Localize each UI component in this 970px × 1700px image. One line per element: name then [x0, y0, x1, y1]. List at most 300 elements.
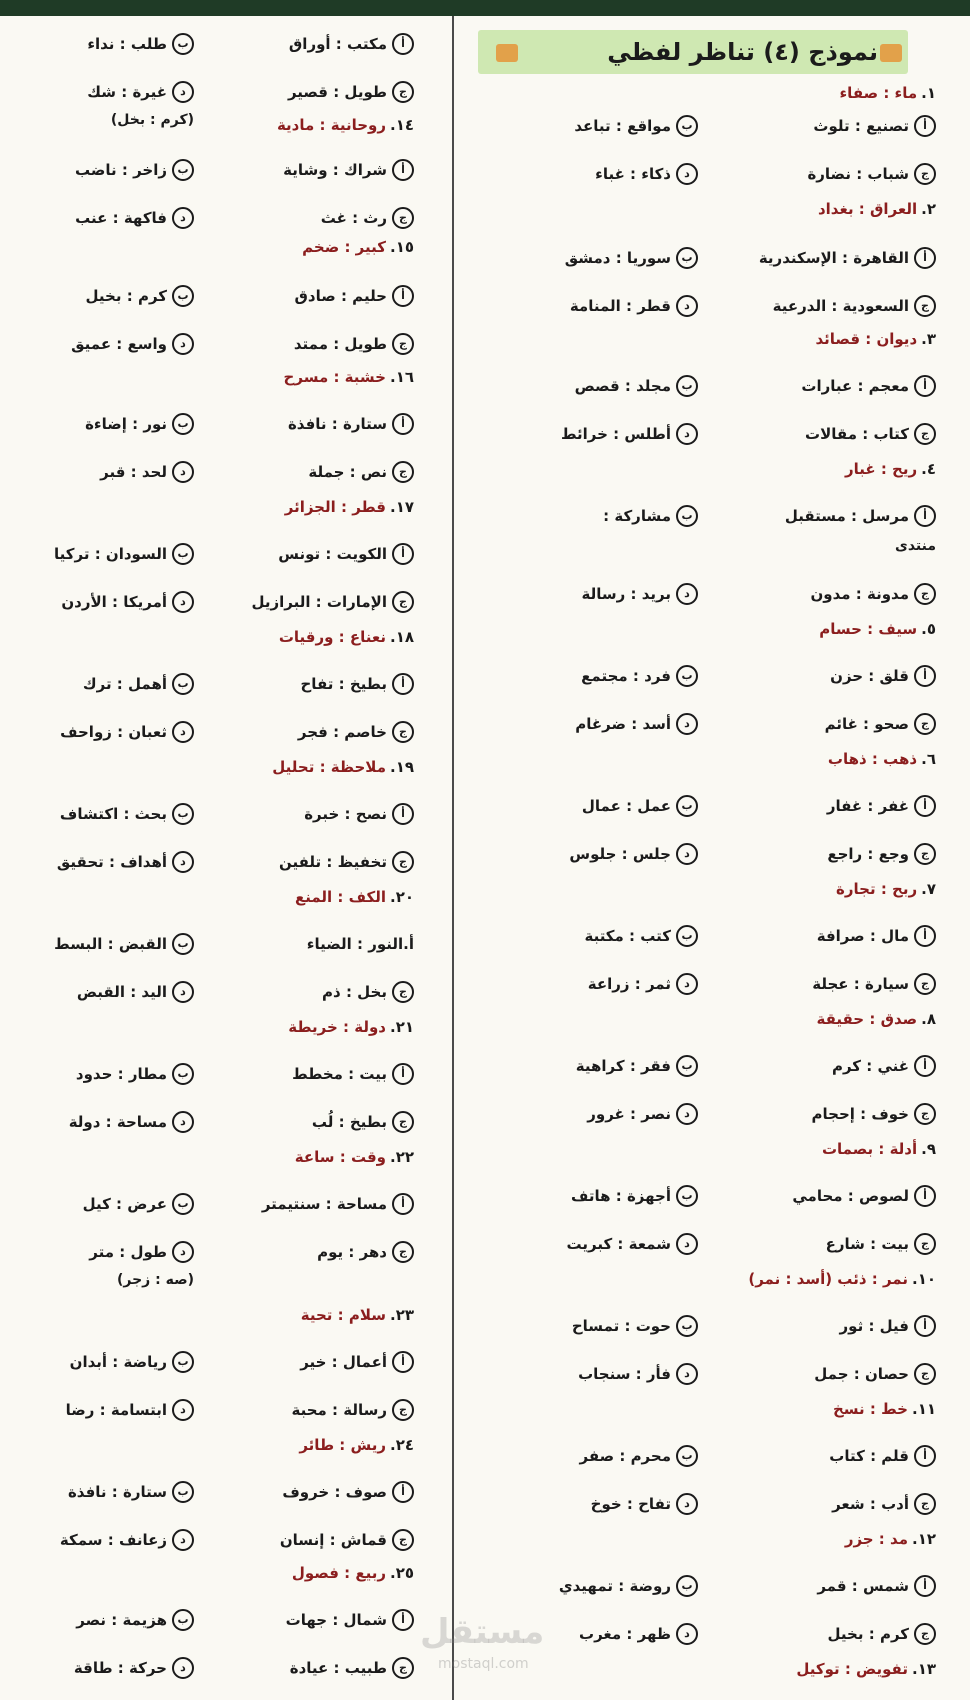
- question-prompt: [277, 112, 414, 138]
- option-marker-icon: ب: [676, 375, 698, 397]
- answer-option[interactable]: [810, 578, 936, 610]
- option-text: نصح : خبرة: [304, 805, 387, 823]
- option-text: رياضة : أبدان: [69, 1353, 167, 1371]
- question-prompt: [796, 1656, 936, 1682]
- answer-option[interactable]: [85, 408, 194, 440]
- question-number: ٢٤.: [389, 1436, 414, 1454]
- question-number: ٢٥.: [389, 1564, 414, 1582]
- answer-option[interactable]: [278, 538, 414, 570]
- answer-option[interactable]: [561, 418, 698, 450]
- option-marker-icon: ب: [676, 1575, 698, 1597]
- answer-option[interactable]: [805, 418, 936, 450]
- question-prompt: [845, 1526, 936, 1552]
- option-text: محرم : صفر: [579, 1447, 671, 1465]
- option-marker-icon: د: [172, 333, 194, 355]
- option-text: بريد : رسالة: [581, 585, 671, 603]
- option-marker-icon: ب: [172, 933, 194, 955]
- answer-option[interactable]: [286, 1604, 414, 1636]
- option-text: واسع : عميق: [71, 335, 167, 353]
- answer-option[interactable]: [54, 928, 194, 960]
- option-text: عمل : عمال: [581, 797, 671, 815]
- option-text: ظهر : مغرب: [579, 1625, 671, 1643]
- option-text: مال : صرافة: [816, 927, 909, 945]
- option-marker-icon: د: [172, 1241, 194, 1263]
- answer-option[interactable]: [61, 586, 194, 618]
- answer-option[interactable]: [575, 708, 698, 740]
- answer-option[interactable]: [812, 1098, 936, 1130]
- option-text: القاهرة : الإسكندرية: [758, 249, 909, 267]
- option-marker-icon: ج: [392, 851, 414, 873]
- answer-option[interactable]: [582, 578, 698, 610]
- option-marker-icon: ب: [172, 413, 194, 435]
- answer-option[interactable]: [559, 1570, 698, 1602]
- option-marker-icon: ج: [392, 1399, 414, 1421]
- answer-option[interactable]: [830, 660, 936, 692]
- option-marker-icon: أ: [914, 1055, 936, 1077]
- answer-option[interactable]: [60, 716, 194, 748]
- question-pair: خط : نسخ: [832, 1400, 908, 1418]
- answer-option[interactable]: [317, 1236, 414, 1268]
- answer-option[interactable]: [69, 1106, 194, 1138]
- answer-option[interactable]: [565, 242, 698, 274]
- answer-option[interactable]: [301, 668, 415, 700]
- option-marker-icon: ب: [676, 1445, 698, 1467]
- option-text: ذكاء : غباء: [595, 165, 671, 183]
- question-prompt: [285, 494, 414, 520]
- answer-option[interactable]: [801, 370, 936, 402]
- answer-option[interactable]: [298, 716, 414, 748]
- option-marker-icon: د: [172, 207, 194, 229]
- option-text: زاخر : ناضب: [75, 161, 167, 179]
- option-text: أسد : ضرغام: [575, 715, 671, 733]
- question-prompt: [279, 624, 414, 650]
- option-marker-icon: أ: [914, 1185, 936, 1207]
- question-pair: خشبة : مسرح: [283, 368, 386, 386]
- option-marker-icon: ب: [172, 1063, 194, 1085]
- question-pair: تفويض : توكيل: [796, 1660, 908, 1678]
- option-text: ابتسامة : رضا: [65, 1401, 167, 1419]
- option-text: خوف : إحجام: [811, 1105, 909, 1123]
- question-prompt: [295, 1144, 414, 1170]
- option-text: نص : جملة: [308, 463, 387, 481]
- answer-option[interactable]: [581, 660, 698, 692]
- question-pair: ديوان : قصائد: [815, 330, 918, 348]
- question-number: ٤.: [921, 460, 936, 478]
- option-text: السودان : تركيا: [54, 545, 167, 563]
- answer-option[interactable]: [312, 1106, 414, 1138]
- option-marker-icon: ج: [914, 1493, 936, 1515]
- answer-option[interactable]: [571, 1180, 698, 1212]
- option-marker-icon: أ: [392, 1193, 414, 1215]
- answer-option[interactable]: [578, 1358, 698, 1390]
- option-marker-icon: د: [172, 461, 194, 483]
- answer-option[interactable]: [70, 1346, 194, 1378]
- answer-option[interactable]: [828, 1618, 936, 1650]
- option-text: روضة : تمهيدي: [558, 1577, 671, 1595]
- option-text: فأر : سنجاب: [578, 1365, 671, 1383]
- option-marker-icon: د: [172, 81, 194, 103]
- option-text: قلم : كتاب: [829, 1447, 909, 1465]
- option-marker-icon: أ: [392, 159, 414, 181]
- option-marker-icon: د: [172, 1657, 194, 1679]
- answer-option[interactable]: [86, 280, 194, 312]
- answer-option[interactable]: [759, 242, 936, 274]
- answer-option[interactable]: [87, 28, 194, 60]
- option-text: بخل : ذم: [322, 983, 387, 1001]
- option-text: أجهزة : هاتف: [570, 1187, 671, 1205]
- answer-option[interactable]: [57, 846, 194, 878]
- answer-option[interactable]: [832, 1050, 936, 1082]
- option-marker-icon: أ: [914, 247, 936, 269]
- answer-option[interactable]: [825, 708, 936, 740]
- answer-option[interactable]: [288, 408, 414, 440]
- option-marker-icon: أ: [392, 1351, 414, 1373]
- question-prompt: [819, 616, 936, 642]
- option-text: مواقع : تباعد: [574, 117, 671, 135]
- option-text: كرم : بخيل: [85, 287, 167, 305]
- option-marker-icon: د: [676, 1623, 698, 1645]
- option-text: بطيخ : تفاح: [300, 675, 387, 693]
- answer-option[interactable]: [54, 538, 194, 570]
- answer-option[interactable]: [288, 76, 414, 108]
- option-text: ستارة : نافذة: [67, 1483, 167, 1501]
- question-pair: دولة : خريطة: [288, 1018, 386, 1036]
- answer-option[interactable]: [566, 1228, 698, 1260]
- question-pair: قطر : الجزائر: [284, 498, 386, 516]
- option-marker-icon: د: [676, 583, 698, 605]
- option-marker-icon: ب: [676, 247, 698, 269]
- question-prompt: [272, 754, 414, 780]
- answer-option[interactable]: [77, 976, 194, 1008]
- question-number: ١٢.: [911, 1530, 936, 1548]
- option-marker-icon: د: [676, 1363, 698, 1385]
- question-pair: مد : جزر: [844, 1530, 908, 1548]
- question-number: ٧.: [921, 880, 936, 898]
- option-marker-icon: ج: [914, 1623, 936, 1645]
- option-marker-icon: ج: [914, 1233, 936, 1255]
- answer-option[interactable]: [76, 1058, 194, 1090]
- option-text: أدب : شعر: [832, 1495, 909, 1513]
- answer-option[interactable]: [574, 110, 698, 142]
- option-text: قماش : إنسان: [279, 1531, 387, 1549]
- option-marker-icon: ب: [172, 543, 194, 565]
- option-marker-icon: ب: [172, 803, 194, 825]
- option-marker-icon: ب: [172, 33, 194, 55]
- option-marker-icon: أ: [914, 665, 936, 687]
- answer-option[interactable]: [785, 500, 936, 532]
- option-text: ثمر : زراعة: [587, 975, 671, 993]
- option-text: مجلد : قصص: [574, 377, 671, 395]
- option-marker-icon: أ: [914, 795, 936, 817]
- answer-option[interactable]: [280, 1524, 414, 1556]
- option-marker-icon: ب: [676, 115, 698, 137]
- option-marker-icon: د: [172, 851, 194, 873]
- option-text: عرض : كيل: [82, 1195, 167, 1213]
- answer-option[interactable]: [569, 838, 698, 870]
- answer-option[interactable]: [582, 790, 698, 822]
- option-text: تصنيع : تلوث: [813, 117, 909, 135]
- answer-option[interactable]: [584, 920, 698, 952]
- option-marker-icon: أ: [392, 803, 414, 825]
- answer-option[interactable]: [74, 1652, 194, 1684]
- answer-option[interactable]: [773, 290, 936, 322]
- answer-option[interactable]: [83, 1188, 194, 1220]
- question-pair: أدلة : بصمات: [821, 1140, 918, 1158]
- column-divider: [452, 16, 454, 1700]
- option-text: مساحة : سنتيمتر: [261, 1195, 387, 1213]
- answer-option[interactable]: [827, 790, 936, 822]
- option-marker-icon: ب: [676, 1185, 698, 1207]
- option-marker-icon: أ: [392, 413, 414, 435]
- option-text: خاصم : فجر: [297, 723, 387, 741]
- option-marker-icon: د: [676, 713, 698, 735]
- option-text: بطيخ : لُب: [311, 1113, 387, 1131]
- option-marker-icon: د: [172, 981, 194, 1003]
- option-text: سوريا : دمشق: [564, 249, 671, 267]
- answer-option[interactable]: [321, 202, 414, 234]
- option-marker-icon: أ: [392, 543, 414, 565]
- option-text: فاكهة : عنب: [75, 209, 167, 227]
- answer-option[interactable]: [294, 328, 414, 360]
- answer-option[interactable]: [814, 1358, 936, 1390]
- answer-option[interactable]: [283, 154, 414, 186]
- answer-option[interactable]: [304, 798, 414, 830]
- option-marker-icon: د: [172, 591, 194, 613]
- answer-option[interactable]: [832, 1488, 936, 1520]
- question-pair: ريش : طائر: [299, 1436, 386, 1454]
- question-pair: روحانية : مادية: [276, 116, 386, 134]
- answer-option[interactable]: [807, 158, 936, 190]
- answer-option[interactable]: [89, 1236, 194, 1268]
- answer-option[interactable]: [792, 1180, 936, 1212]
- question-number: ٢١.: [389, 1018, 414, 1036]
- option-marker-icon: ب: [172, 1351, 194, 1373]
- option-marker-icon: ج: [914, 163, 936, 185]
- option-text: شراك : وشاية: [283, 161, 387, 179]
- option-marker-icon: ج: [392, 207, 414, 229]
- option-text: فقر : كراهية: [575, 1057, 671, 1075]
- option-text: صوف : خروف: [282, 1483, 387, 1501]
- question-number: ١.: [921, 84, 936, 102]
- option-text: طبيب : عيادة: [289, 1659, 387, 1677]
- question-pair: كبير : ضخم: [302, 238, 386, 256]
- option-marker-icon: ب: [676, 795, 698, 817]
- question-number: ١٣.: [911, 1660, 936, 1678]
- option-text: مطار : حدود: [75, 1065, 167, 1083]
- option-text: رسالة : محبة: [291, 1401, 387, 1419]
- option-text: حليم : صادق: [294, 287, 387, 305]
- option-marker-icon: ج: [392, 981, 414, 1003]
- option-marker-icon: ب: [676, 665, 698, 687]
- option-text: قطر : المنامة: [569, 297, 671, 315]
- option-marker-icon: ب: [676, 925, 698, 947]
- option-text: أهمل : ترك: [82, 675, 167, 693]
- option-text: مساحة : دولة: [68, 1113, 167, 1131]
- question-pair: نمر : ذئب (أسد : نمر): [748, 1270, 908, 1288]
- option-marker-icon: ج: [392, 1529, 414, 1551]
- question-number: ٥.: [921, 620, 936, 638]
- option-text: أمريكا : الأردن: [61, 593, 167, 611]
- option-text: شباب : نضارة: [807, 165, 909, 183]
- question-pair: سلام : تحية: [300, 1306, 386, 1324]
- option-text: لصوص : محامي: [792, 1187, 909, 1205]
- option-marker-icon: د: [172, 1529, 194, 1551]
- option-marker-icon: أ: [914, 375, 936, 397]
- question-pair: ملاحظة : تحليل: [272, 758, 386, 776]
- option-text: كتاب : مقالات: [805, 425, 909, 443]
- answer-option[interactable]: [829, 1440, 936, 1472]
- option-marker-icon: ب: [676, 505, 698, 527]
- answer-option[interactable]: [580, 1440, 699, 1472]
- answer-option[interactable]: [75, 202, 194, 234]
- answer-option[interactable]: [300, 1346, 414, 1378]
- option-text: بيت : مخطط: [292, 1065, 387, 1083]
- answer-option[interactable]: [595, 158, 698, 190]
- question-prompt: [302, 234, 414, 260]
- answer-option[interactable]: [282, 1476, 414, 1508]
- option-text: ثعبان : زواحف: [60, 723, 167, 741]
- answer-option[interactable]: [572, 1310, 698, 1342]
- option-text: مدونة : مدون: [810, 585, 909, 603]
- question-prompt: [822, 1136, 936, 1162]
- answer-option[interactable]: [87, 76, 194, 108]
- answer-option[interactable]: [76, 1604, 194, 1636]
- answer-option[interactable]: [570, 290, 698, 322]
- option-text: بحث : اكتشاف: [59, 805, 167, 823]
- option-text: زعانف : سمكة: [59, 1531, 167, 1549]
- answer-option[interactable]: [75, 154, 194, 186]
- question-prompt: [301, 1302, 414, 1328]
- answer-option[interactable]: [587, 1098, 698, 1130]
- option-marker-icon: د: [676, 423, 698, 445]
- question-pair: ريح : غبار: [844, 460, 918, 478]
- option-marker-icon: ج: [914, 973, 936, 995]
- answer-option[interactable]: [251, 586, 414, 618]
- option-marker-icon: ب: [676, 1055, 698, 1077]
- left-column: [0, 0, 452, 1700]
- option-text: تخفيظ : تلفين: [278, 853, 387, 871]
- option-text: تفاح : خوخ: [590, 1495, 671, 1513]
- option-text: شمعة : كبريت: [566, 1235, 671, 1253]
- option-text: أطلس : خرائط: [560, 425, 671, 443]
- answer-option[interactable]: [576, 1050, 698, 1082]
- option-marker-icon: ب: [172, 1609, 194, 1631]
- answer-option[interactable]: [603, 500, 698, 532]
- answer-option[interactable]: [308, 456, 414, 488]
- answer-option[interactable]: [588, 968, 698, 1000]
- answer-option[interactable]: [322, 976, 414, 1008]
- answer-option[interactable]: [591, 1488, 698, 1520]
- option-marker-icon: ب: [172, 1481, 194, 1503]
- option-text: بيت : شارع: [825, 1235, 909, 1253]
- option-text: اليد : القبض: [76, 983, 167, 1001]
- answer-option[interactable]: [579, 1618, 698, 1650]
- option-text: أ.النور : الضياء: [306, 935, 414, 953]
- option-text: فرد : مجتمع: [581, 667, 671, 685]
- question-number: ١٧.: [389, 498, 414, 516]
- option-note: منتدى: [894, 538, 936, 554]
- answer-option[interactable]: [290, 1652, 414, 1684]
- question-number: ١١.: [911, 1400, 936, 1418]
- option-marker-icon: ج: [914, 583, 936, 605]
- option-marker-icon: ج: [392, 1241, 414, 1263]
- option-marker-icon: أ: [392, 285, 414, 307]
- answer-option[interactable]: [100, 456, 194, 488]
- answer-option[interactable]: [289, 28, 414, 60]
- option-marker-icon: د: [676, 295, 698, 317]
- answer-option[interactable]: [575, 370, 698, 402]
- answer-option[interactable]: [840, 1310, 936, 1342]
- answer-option[interactable]: [262, 1188, 414, 1220]
- option-marker-icon: د: [676, 163, 698, 185]
- option-marker-icon: أ: [392, 1481, 414, 1503]
- option-marker-icon: ج: [392, 721, 414, 743]
- option-text: نصر : غرور: [587, 1105, 671, 1123]
- answer-option[interactable]: [279, 846, 414, 878]
- answer-option[interactable]: [66, 1394, 194, 1426]
- answer-option[interactable]: [68, 1476, 194, 1508]
- option-text: القبض : البسط: [54, 935, 167, 953]
- question-number: ٦.: [921, 750, 936, 768]
- option-marker-icon: ج: [392, 1111, 414, 1133]
- answer-option[interactable]: [292, 1058, 414, 1090]
- option-marker-icon: ج: [392, 461, 414, 483]
- question-number: ٢٣.: [389, 1306, 414, 1324]
- answer-option[interactable]: [83, 668, 194, 700]
- option-marker-icon: ج: [392, 1657, 414, 1679]
- page-title: نموذج (٤) تناظر لفظي: [607, 38, 878, 66]
- answer-option[interactable]: [71, 328, 194, 360]
- option-marker-icon: د: [676, 1493, 698, 1515]
- answer-option[interactable]: [295, 280, 415, 312]
- answer-option[interactable]: [813, 110, 936, 142]
- answer-option[interactable]: [812, 968, 936, 1000]
- option-marker-icon: أ: [914, 115, 936, 137]
- question-number: ٢.: [921, 200, 936, 218]
- answer-option[interactable]: [60, 798, 194, 830]
- answer-option[interactable]: [826, 1228, 936, 1260]
- question-number: ٣.: [921, 330, 936, 348]
- answer-option[interactable]: [291, 1394, 414, 1426]
- option-text: قلق : حزن: [830, 667, 909, 685]
- option-marker-icon: د: [172, 721, 194, 743]
- option-marker-icon: ج: [914, 1103, 936, 1125]
- question-prompt: [299, 1432, 414, 1458]
- option-text: طويل : ممتد: [293, 335, 387, 353]
- option-text: مكتب : أوراق: [288, 35, 387, 53]
- question-prompt: [288, 1014, 414, 1040]
- option-marker-icon: د: [676, 843, 698, 865]
- answer-option[interactable]: [817, 920, 936, 952]
- answer-option[interactable]: [827, 838, 936, 870]
- option-marker-icon: أ: [392, 1063, 414, 1085]
- question-number: ١٦.: [389, 368, 414, 386]
- option-text: الإمارات : البرازيل: [251, 593, 387, 611]
- question-prompt: [292, 1560, 414, 1586]
- question-pair: صدق : حقيقة: [816, 1010, 918, 1028]
- option-marker-icon: ب: [172, 285, 194, 307]
- option-marker-icon: أ: [914, 1445, 936, 1467]
- option-text: طلب : نداء: [87, 35, 167, 53]
- answer-option[interactable]: [307, 928, 414, 960]
- option-marker-icon: أ: [914, 505, 936, 527]
- option-text: شمس : قمر: [817, 1577, 909, 1595]
- option-marker-icon: ج: [392, 591, 414, 613]
- answer-option[interactable]: [817, 1570, 936, 1602]
- question-prompt: [833, 1396, 936, 1422]
- question-pair: ذهب : ذهاب: [827, 750, 918, 768]
- answer-option[interactable]: [60, 1524, 194, 1556]
